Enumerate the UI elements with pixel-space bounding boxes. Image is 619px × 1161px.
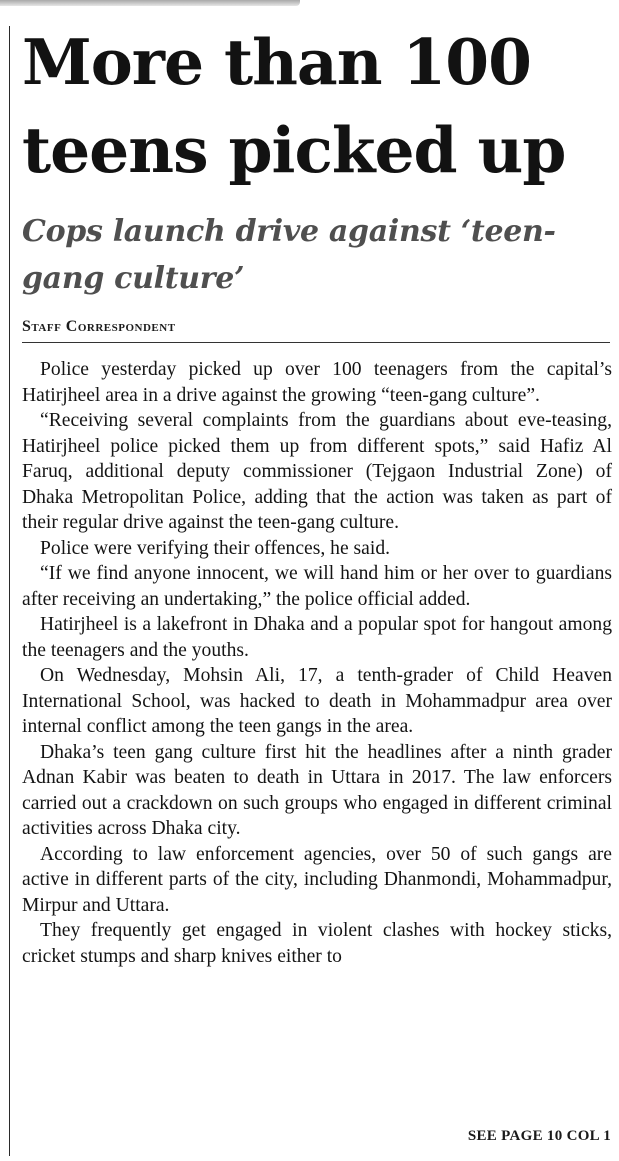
paragraph: Hatirjheel is a lakefront in Dhaka and a popular spot for hangout among the teenagers and the youths. [22,614,612,661]
paragraph: According to law enforcement agencies, over 50 of such gangs are active in different parts of the city, including Dhanmondi, Mohammadpur, Mirpur and Uttara. [22,843,612,916]
headline: More than 100 teens picked up [22,25,566,187]
column-rule [9,26,10,1156]
paragraph: Police yesterday picked up over 100 teenagers from the capital’s Hatirjheel area in a drive against the growing “teen-gang culture”. [22,359,612,406]
subheadline: Cops launch drive against ‘teen-gang culture’ [22,214,556,296]
news-article [22,18,613,969]
paragraph: Dhaka’s teen gang culture first hit the headlines after a ninth grader Adnan Kabir was beaten to death in Uttara in 2017. The law enforcers carried out a crackdown on such groups who engaged in different criminal activities across Dhaka city. [22,741,612,839]
paragraph: On Wednesday, Mohsin Ali, 17, a tenth-grader of Child Heaven International School, was hacked to death in Mohammadpur area over internal conflict among the teen gangs in the area. [22,665,612,737]
page-edge-shadow [0,0,300,6]
paragraph: “Receiving several complaints from the guardians about eve-teasing, Hatirjheel police picked them up from different spots,” said Hafiz Al Faruq, additional deputy commissioner (Tejgaon Industrial Zone) of Dhaka Metropolitan Police, adding that the action was taken as part of their regular drive against the teen-gang culture. [22,410,612,533]
byline: Staff Correspondent [22,318,610,343]
article-body [22,357,612,969]
continuation-note: SEE PAGE 10 COL 1 [467,1128,611,1144]
paragraph: “If we find anyone innocent, we will hand him or her over to guardians after receiving an undertaking,” the police official added. [22,563,612,610]
paragraph: Police were verifying their offences, he said. [40,537,391,559]
paragraph: They frequently get engaged in violent clashes with hockey sticks, cricket stumps and sharp knives either to [22,920,612,967]
